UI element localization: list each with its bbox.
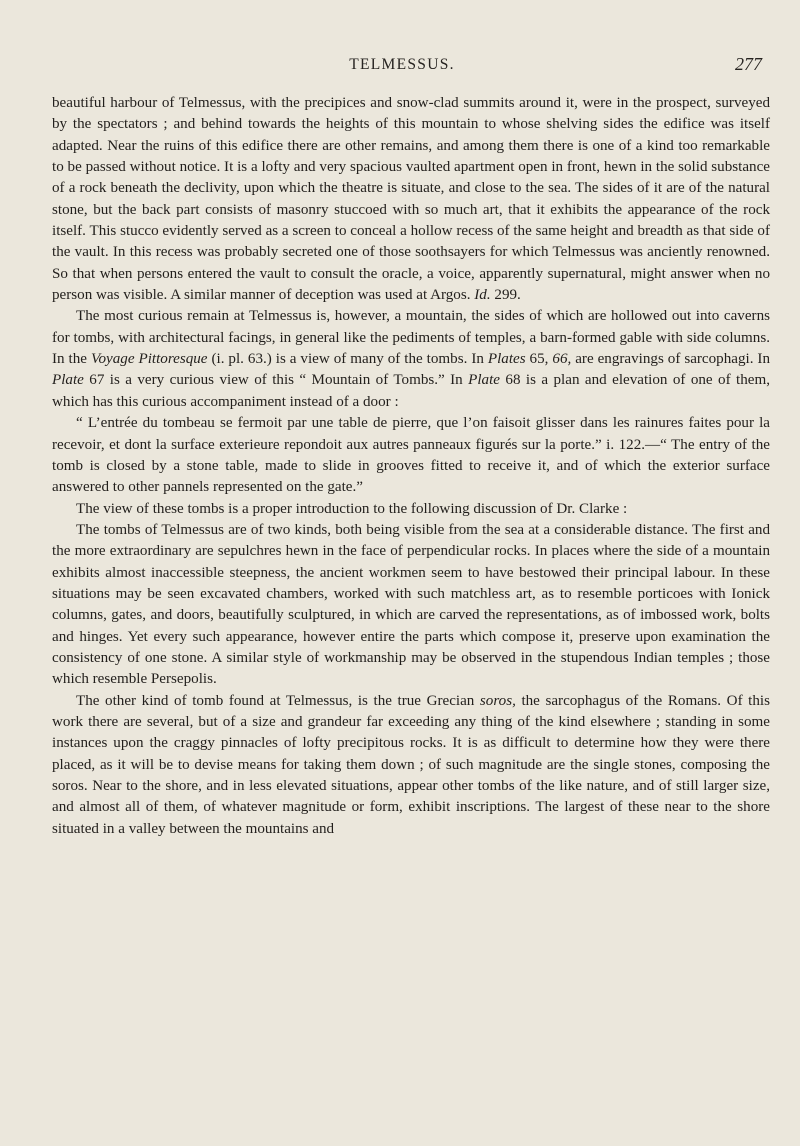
text-run: The tombs of Telmessus are of two kinds, both being visible from the sea at a considerable distance. The first and the more extraordinary are sepulchres hewn in the face of perpendicular rocks. In places where the side of a mountain exhibits almost inaccessible steepness, the ancient workmen seem to have bestowed their principal labour. In these situations may be seen excavated chambers, worked with such matchless art, as to resemble porticoes with Ionick columns, gates, and doors, beautifully sculptured, in which are carved the representations, as of imbossed work, bolts and hinges. Yet every such appearance, however entire the parts which compose it, preserve upon examination the consistency of one stone. A similar style of workmanship may be observed in the stupendous Indian temples ; those which resemble Persepolis. [52, 521, 770, 688]
running-title: TELMESSUS. [349, 56, 455, 73]
paragraph [52, 306, 770, 413]
text-run: 67 is a very curious view of this “ Mountain of Tombs.” In [83, 372, 469, 389]
body-text [52, 93, 770, 840]
paragraph-continued [52, 93, 770, 306]
paragraph-quotation [52, 413, 770, 498]
paragraph [52, 520, 770, 691]
paragraph [52, 691, 770, 840]
text-run: The view of these tombs is a proper introduction to the following discussion of Dr. Clarke : [76, 500, 628, 517]
text-run: (i. pl. 63.) is a view of many of the tombs. In [207, 351, 488, 368]
running-head [0, 56, 800, 80]
italic-run: Plate [52, 372, 84, 389]
text-run: The most curious remain at Telmessus is, however, a mountain, the sides of which are hollowed out into caverns for tombs, with architectural facings, in general like the pediments of temples, a barn-formed gable with side columns. In the [52, 308, 770, 368]
text-run: are engravings of sarcophagi. In [571, 351, 771, 368]
italic-run: 66, [552, 351, 572, 368]
page-number: 277 [735, 54, 762, 74]
italic-run: soros, [479, 692, 516, 709]
italic-run: Voyage Pittoresque [90, 351, 208, 368]
text-run: 68 is a plan and elevation of one of them, which has this curious accompaniment instead of a door : [52, 372, 770, 410]
italic-run: Plates [487, 351, 526, 368]
text-run: the sarcophagus of the Romans. Of this work there are several, but of a size and grandeur far exceeding any thing of the kind elsewhere ; standing in some instances upon the craggy pinnacles of lofty precipitous rocks. It is as difficult to determine how they were there placed, as it will be to devise means for taking them down ; of such magnitude are the single stones, composing the soros. Near to the shore, and in less elevated situations, appear other tombs of the like nature, and of still larger size, and almost all of them, of whatever magnitude or form, exhibit inscriptions. The largest of these near to the shore situated in a valley between the mountains and [52, 692, 770, 837]
text-run: beautiful harbour of Telmessus, with the precipices and snow-clad summits around it, were in the prospect, surveyed by the spectators ; and behind towards the heights of this mountain to whose shelving sides the edifice was itself adapted. Near the ruins of this edifice there are other remains, and among them there is one of a kind too remarkable to be passed without notice. It is a lofty and very spacious vaulted apartment open in front, hewn in the solid substance of a rock beneath the declivity, upon which the theatre is situate, and close to the sea. The sides of it are of the natural stone, but the back part consists of masonry stuccoed with so much art, that it exhibits the appearance of the rock itself. This stucco evidently served as a screen to conceal a hollow recess of the same height and breadth as that side of the vault. In this recess was probably secreted one of those soothsayers for which Telmessus was anciently renowned. So that when persons entered the vault to consult the oracle, a voice, apparently supernatural, might answer when no person was visible. A similar manner of deception was used at Argos. [52, 95, 770, 304]
text-run: The other kind of tomb found at Telmessus, is the true Grecian [76, 692, 480, 709]
italic-run: Plate [468, 372, 500, 389]
paragraph [52, 499, 770, 520]
text-run: “ L’entrée du tombeau se fermoit par une table de pierre, que l’on faisoit glisser dans les rainures faites pour la recevoir, et dont la surface exterieure repondoit aux autres panneaux figurés sur la porte.” i. 122.—“ The entry of the tomb is closed by a stone table, made to slide in grooves fitted to receive it, and of which the exterior surface answered to other pannels represented on the gate.” [52, 415, 770, 496]
text-run: 65, [525, 351, 553, 368]
text-run: 299. [490, 287, 521, 304]
italic-run: Id. [474, 287, 491, 304]
